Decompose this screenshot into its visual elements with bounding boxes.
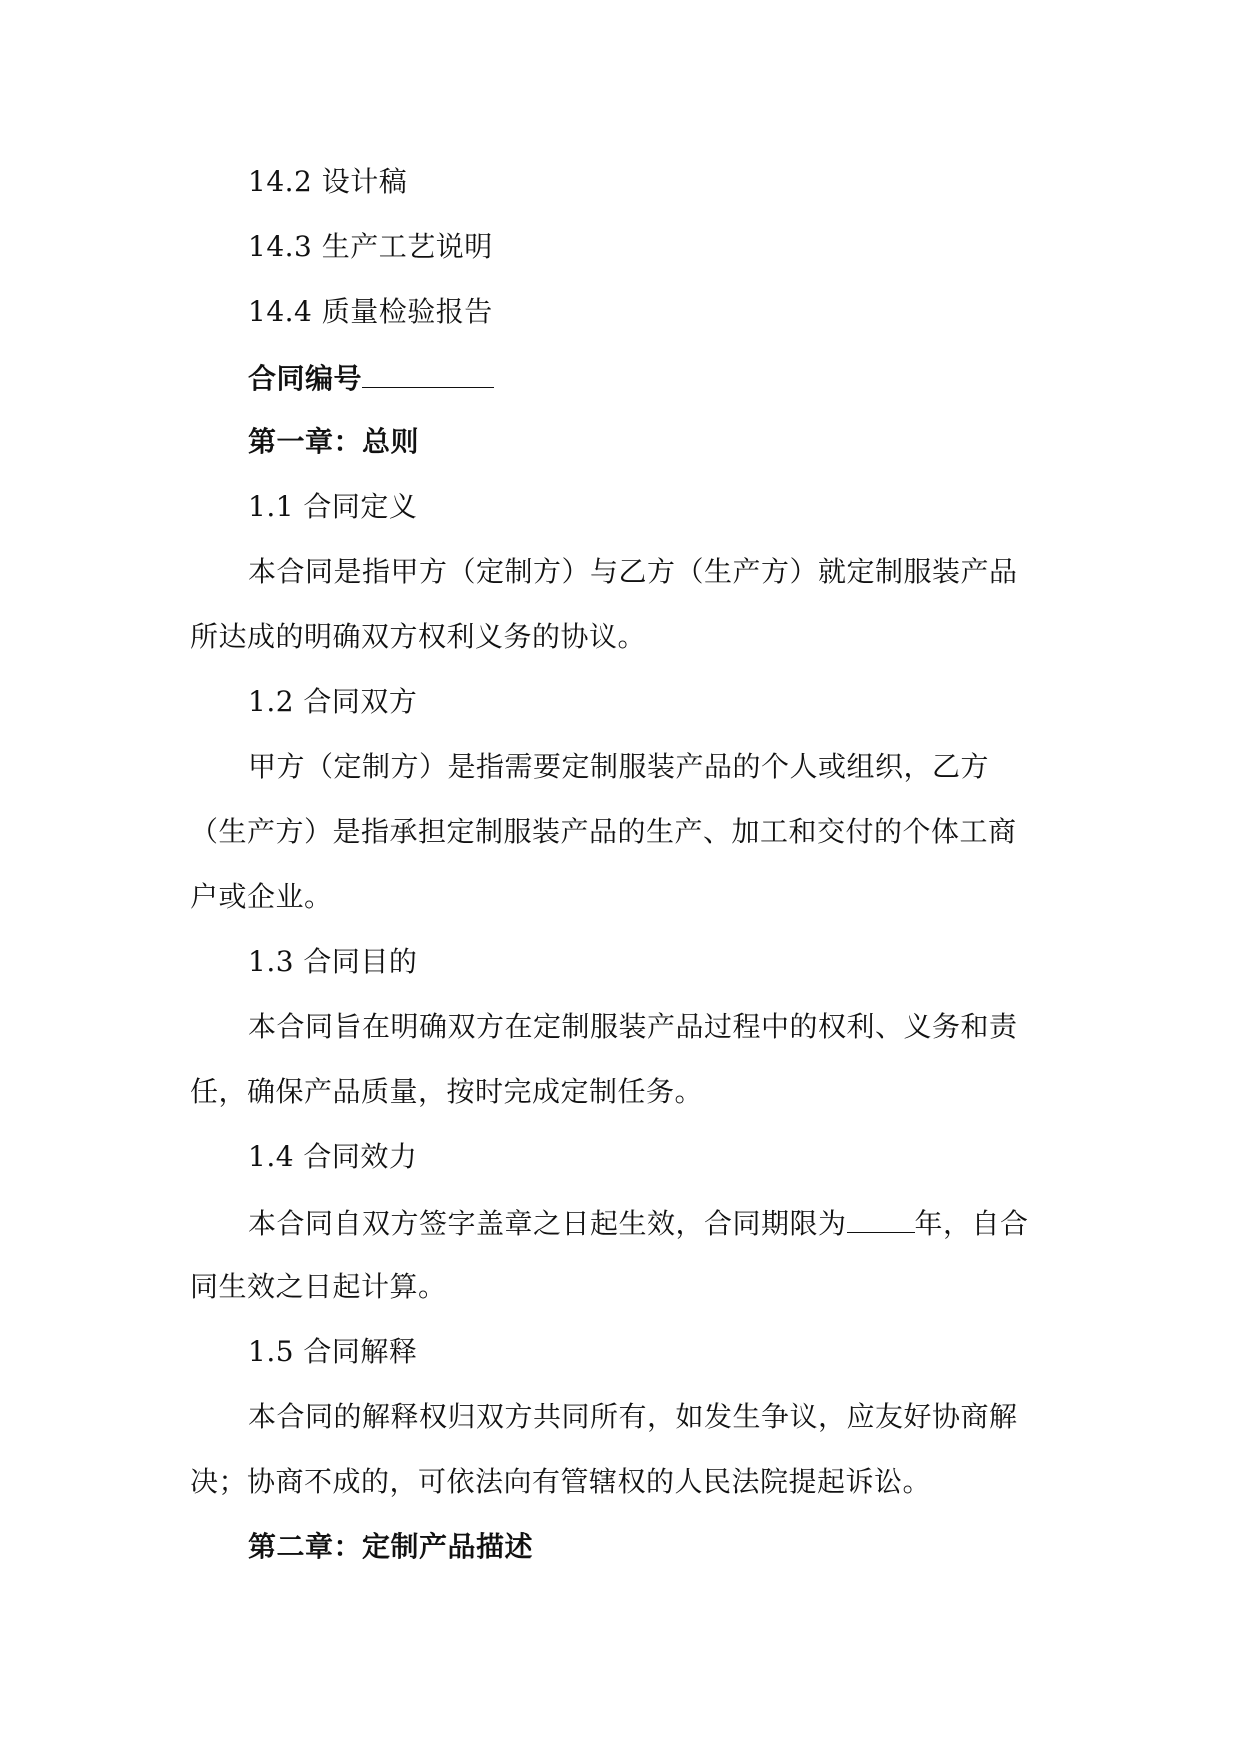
section-1-2-text-line: 甲方（定制方）是指需要定制服装产品的个人或组织，乙方 (248, 750, 990, 783)
chapter-2-title: 第二章：定制产品描述 (248, 1530, 534, 1563)
section-1-2-heading: 1.2 合同双方 (248, 685, 418, 718)
section-1-4-text-line: 同生效之日起计算。 (190, 1270, 447, 1303)
section-1-5-text-line: 决；协商不成的，可依法向有管辖权的人民法院提起诉讼。 (190, 1465, 932, 1498)
section-1-2-text-line: 户或企业。 (190, 880, 333, 913)
attachment-14-2: 14.2 设计稿 (248, 165, 408, 198)
section-1-3-heading: 1.3 合同目的 (248, 945, 418, 978)
contract-number-label: 合同编号 (248, 362, 363, 395)
section-1-3-text-line: 本合同旨在明确双方在定制服装产品过程中的权利、义务和责 (248, 1010, 1018, 1043)
section-1-4-text-part: 本合同自双方签字盖章之日起生效，合同期限为 (248, 1207, 847, 1240)
section-1-4-text-part: 年，自合 (914, 1207, 1029, 1240)
section-1-1-heading: 1.1 合同定义 (248, 490, 418, 523)
contract-number (248, 357, 1118, 399)
section-1-4-text-line (248, 1202, 1118, 1244)
section-1-1-text-line: 本合同是指甲方（定制方）与乙方（生产方）就定制服装产品 (248, 555, 1018, 588)
section-1-3-text-line: 任，确保产品质量，按时完成定制任务。 (190, 1075, 704, 1108)
section-1-5-heading: 1.5 合同解释 (248, 1335, 418, 1368)
section-1-2-text-line: （生产方）是指承担定制服装产品的生产、加工和交付的个体工商 (190, 815, 1017, 848)
section-1-1-text-line: 所达成的明确双方权利义务的协议。 (190, 620, 647, 653)
section-1-4-heading: 1.4 合同效力 (248, 1140, 418, 1173)
attachment-14-4: 14.4 质量检验报告 (248, 295, 493, 328)
section-1-5-text-line: 本合同的解释权归双方共同所有，如发生争议，应友好协商解 (248, 1400, 1018, 1433)
contract-term-blank (847, 1202, 915, 1233)
contract-number-blank (362, 357, 494, 388)
chapter-1-title: 第一章：总则 (248, 425, 420, 458)
attachment-14-3: 14.3 生产工艺说明 (248, 230, 493, 263)
